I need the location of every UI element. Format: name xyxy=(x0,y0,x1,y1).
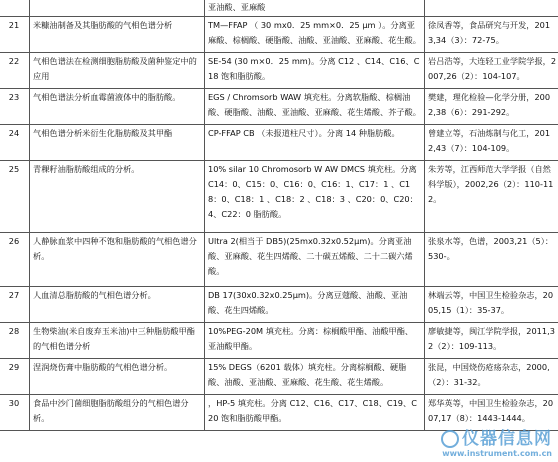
row-number xyxy=(0,0,30,17)
watermark xyxy=(441,424,552,458)
row-number: 29 xyxy=(0,359,30,395)
row-number: 21 xyxy=(0,17,30,53)
table-row xyxy=(0,233,558,287)
row-number: 22 xyxy=(0,53,30,89)
row-number: 30 xyxy=(0,395,30,431)
row-method: 15% DEGS（6201 载体）填充柱。分离棕榈酸、硬脂酸、油酸、亚油酸、亚麻酸、花生酸、花生烯酸。 xyxy=(205,359,425,395)
row-source: 徐凤香等，食品研究与开发，2013,34（3）：72-75。 xyxy=(425,17,558,53)
row-source: 廖敏捷等，闽江学院学报，2011,32（2）：109-113。 xyxy=(425,323,558,359)
row-source: 张昆，中国烧伤疮疡杂志，2000,（2）：31-32。 xyxy=(425,359,558,395)
table-row xyxy=(0,53,558,89)
row-method: Ultra 2(相当于 DB5)(25mx0.32x0.52μm)。分离亚油酸、亚麻酸、花生四烯酸、二十碳五烯酸、二十二碳六烯酸。 xyxy=(205,233,425,287)
row-method: 亚油酸、亚麻酸 xyxy=(205,0,425,17)
table-row xyxy=(0,359,558,395)
row-method: ，HP-5 填充柱。分离 C12、C16、C17、C18、C19、C20 饱和脂肪酸甲酯。 xyxy=(205,395,425,431)
row-source xyxy=(425,0,558,17)
row-number: 24 xyxy=(0,125,30,161)
row-method: 10% silar 10 Chromosorb W AW DMCS 填充柱。分离 C14：0、C15：0、C16：0、C16：1、C17：1 、C18：0、C18：1 、C18：2 、C18：3 、C20：0、C20：4、C22：0 脂肪酸。 xyxy=(205,161,425,233)
row-title: 人血清总脂肪酸的气相色谱分析。 xyxy=(30,287,205,323)
row-method: SE-54 (30 m×0．25 mm)。分离 C12 、C14、C16、C18 饱和脂肪酸。 xyxy=(205,53,425,89)
row-number: 28 xyxy=(0,323,30,359)
row-source: 郑华英等，中国卫生检验杂志，2007,17（8）：1443-1444。 xyxy=(425,395,558,431)
row-title: 气相色谱法分析血霉菌液体中的脂肪酸。 xyxy=(30,89,205,125)
row-method: EGS / Chromsorb WAW 填充柱。分离软脂酸、棕榈油酸、硬脂酸、油酸、亚油酸、亚麻酸、花生烯酸、芥子酸。 xyxy=(205,89,425,125)
table-row xyxy=(0,0,558,17)
table-row xyxy=(0,17,558,53)
row-source: 岩吕浩等，大连轻工业学院学报，2007,26（2）：104-107。 xyxy=(425,53,558,89)
row-method: 10%PEG-20M 填充柱。分离：棕榈酸甲酯、油酸甲酯、亚油酸甲酯。 xyxy=(205,323,425,359)
row-number: 26 xyxy=(0,233,30,287)
row-title: 人静脉血浆中四种不饱和脂肪酸的气相色谱分析。 xyxy=(30,233,205,287)
row-method: TM—FFAP （ 30 mx0．25 mm×0．25 μm ）。分离亚麻酸、棕榈酸、硬脂酸、油酸、亚油酸、亚麻酸、花生酸。 xyxy=(205,17,425,53)
row-source: 张泉水等，色谱，2003,21（5）：530-。 xyxy=(425,233,558,287)
row-title: 生物柴油(米自废弃玉米油)中三种脂肪酸甲酯的气相色谱分析 xyxy=(30,323,205,359)
row-title: 米糠油制备及其脂肪酸的气相色谱分析 xyxy=(30,17,205,53)
row-method: CP-FFAP CB （未报道柱尺寸）。分离 14 种脂肪酸。 xyxy=(205,125,425,161)
watermark-logo-icon xyxy=(441,430,459,448)
row-source: 朱芳等，江西师范大学学报（自然科学版），2002,26（2）：110-112。 xyxy=(425,161,558,233)
row-title: 气相色谱法在检测细胞脂肪酸及菌种鉴定中的应用 xyxy=(30,53,205,89)
row-source: 林端云等，中国卫生检验杂志，2005,15（1）：35-37。 xyxy=(425,287,558,323)
row-number: 27 xyxy=(0,287,30,323)
row-title: 涅润烧伤膏中脂肪酸的气相色谱分析。 xyxy=(30,359,205,395)
row-number: 23 xyxy=(0,89,30,125)
row-title: 气相色谱分析米衍生化脂肪酸及其甲酯 xyxy=(30,125,205,161)
watermark-url: www.instrument.com.cn xyxy=(442,449,552,458)
row-source: 樊建，理化检验—化学分册，2002,38（6）：291-292。 xyxy=(425,89,558,125)
table-row xyxy=(0,323,558,359)
table-row xyxy=(0,125,558,161)
row-title: 青稞籽油脂肪酸组成的分析。 xyxy=(30,161,205,233)
table-row xyxy=(0,287,558,323)
row-source: 曾建立等，石油炼制与化工，2012,43（7）：104-109。 xyxy=(425,125,558,161)
table-row xyxy=(0,89,558,125)
row-title xyxy=(30,0,205,17)
table-row xyxy=(0,161,558,233)
row-method: DB 17(30x0.32x0.25μm)。分离豆蔻酸、油酸、亚油酸、花生四烯酸。 xyxy=(205,287,425,323)
row-title: 食品中沙门菌细胞脂肪酸组分的气相色谱分析。 xyxy=(30,395,205,431)
row-number: 25 xyxy=(0,161,30,233)
watermark-brand: 仪器信息网 xyxy=(462,429,552,449)
